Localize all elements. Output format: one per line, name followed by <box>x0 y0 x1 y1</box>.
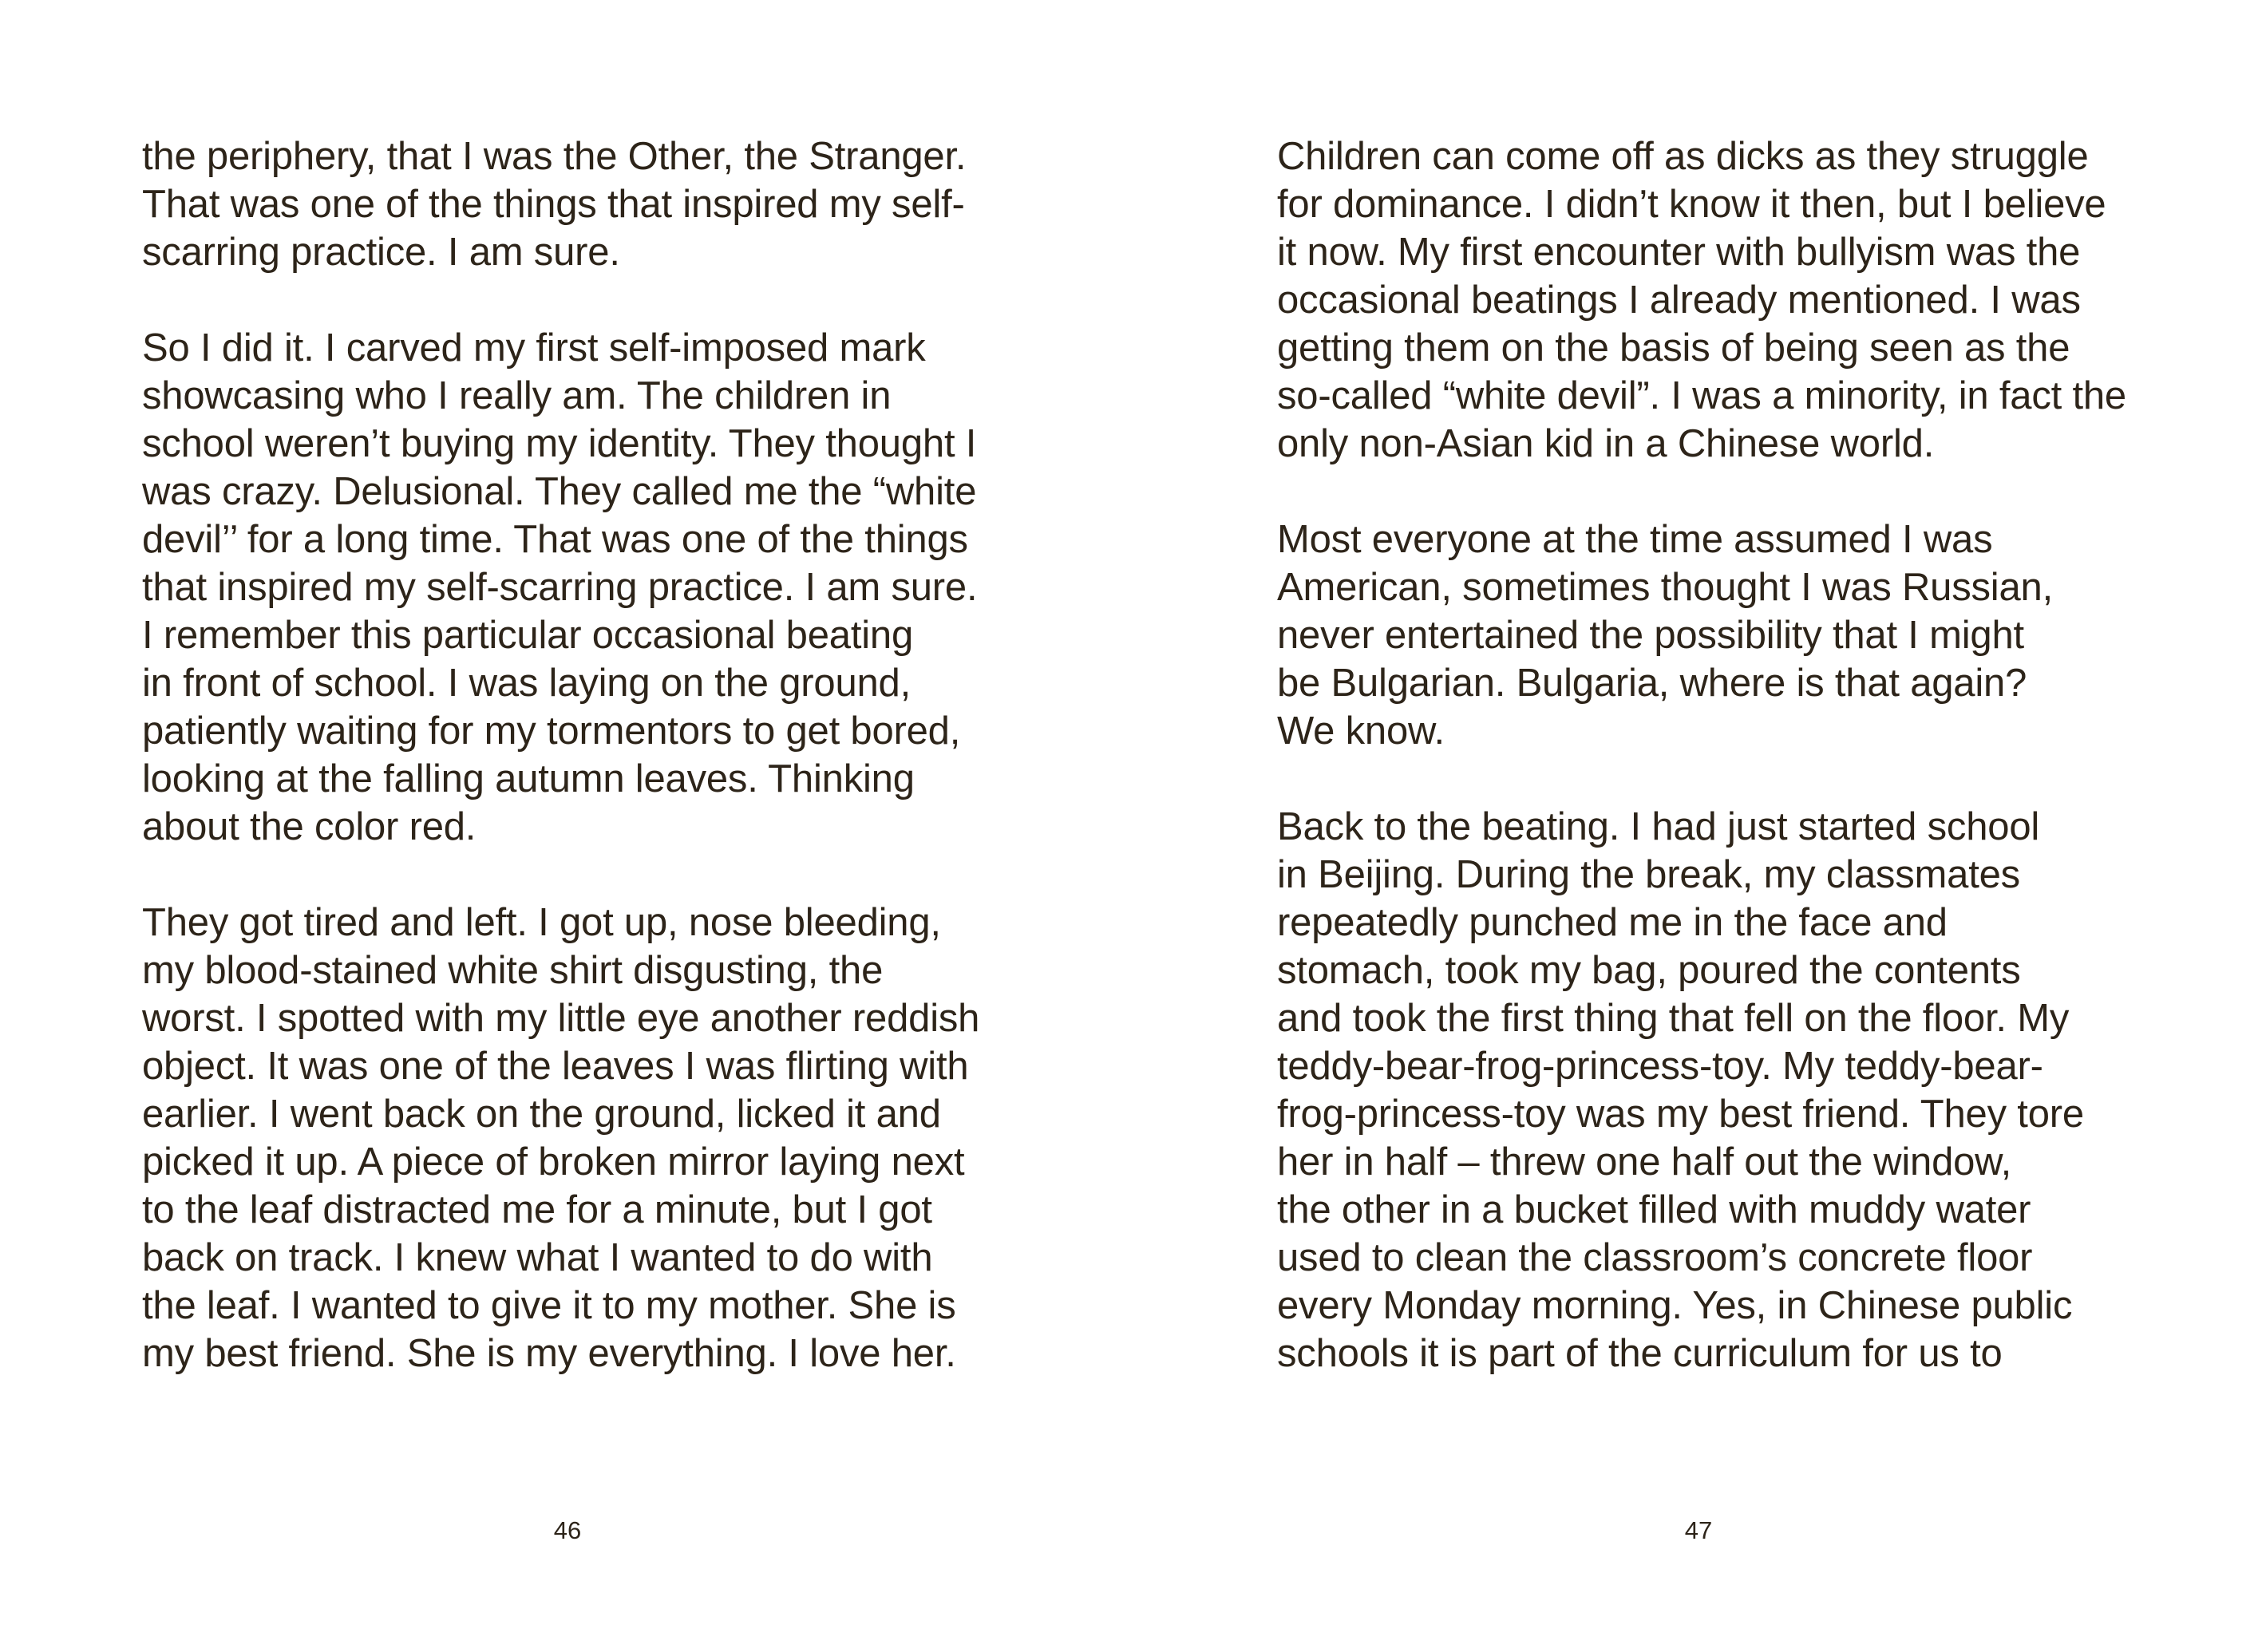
text-line: scarring practice. I am sure. <box>142 231 620 274</box>
text-line: the other in a bucket filled with muddy water <box>1277 1188 2031 1231</box>
text-line: I remember this particular occasional beating <box>142 614 914 657</box>
text-line: it now. My first encounter with bullyism was the <box>1277 231 2081 274</box>
text-line: getting them on the basis of being seen as the <box>1277 326 2070 370</box>
paragraph-gap <box>142 851 979 899</box>
text-line: for dominance. I didn’t know it then, but I believe <box>1277 183 2106 226</box>
text-line: object. It was one of the leaves I was flirting with <box>142 1045 969 1088</box>
text-line: her in half – threw one half out the window, <box>1277 1140 2012 1184</box>
paragraph <box>1277 516 2126 755</box>
text-line: patiently waiting for my tormentors to get bored, <box>142 709 961 753</box>
text-line: frog-princess-toy was my best friend. They tore <box>1277 1093 2084 1136</box>
text-line: my best friend. She is my everything. I love her. <box>142 1332 956 1375</box>
text-line: in Beijing. During the break, my classmates <box>1277 853 2020 896</box>
text-line: to the leaf distracted me for a minute, but I got <box>142 1188 932 1231</box>
page-number: 47 <box>1684 1516 1713 1544</box>
text-line: that inspired my self-scarring practice. I am sure. <box>142 566 978 609</box>
text-line: in front of school. I was laying on the ground, <box>142 662 912 705</box>
text-line: and took the first thing that fell on the floor. My <box>1277 997 2070 1040</box>
text-line: So I did it. I carved my first self-imposed mark <box>142 326 926 370</box>
text-line: showcasing who I really am. The children in <box>142 374 892 417</box>
text-line: school weren’t buying my identity. They thought I <box>142 422 977 465</box>
text-line: repeatedly punched me in the face and <box>1277 901 1948 944</box>
text-line: picked it up. A piece of broken mirror laying next <box>142 1140 965 1184</box>
paragraph <box>1277 132 2126 468</box>
text-line: looking at the falling autumn leaves. Thinking <box>142 757 915 800</box>
text-line: Children can come off as dicks as they struggle <box>1277 135 2089 178</box>
text-line: about the color red. <box>142 805 477 848</box>
text-line: only non-Asian kid in a Chinese world. <box>1277 422 1935 465</box>
paragraph <box>142 899 979 1377</box>
text-line: my blood-stained white shirt disgusting, the <box>142 949 884 992</box>
text-line: That was one of the things that inspired my self- <box>142 183 965 226</box>
text-line: American, sometimes thought I was Russian, <box>1277 566 2054 609</box>
text-line: be Bulgarian. Bulgaria, where is that again? <box>1277 662 2027 705</box>
paragraph <box>1277 803 2126 1377</box>
text-line: Most everyone at the time assumed I was <box>1277 518 1993 561</box>
text-line: worst. I spotted with my little eye another reddish <box>142 997 980 1040</box>
text-line: never entertained the possibility that I might <box>1277 614 2024 657</box>
body-text <box>142 132 979 1377</box>
text-line: They got tired and left. I got up, nose bleeding, <box>142 901 941 944</box>
paragraph <box>142 324 979 851</box>
text-line: the periphery, that I was the Other, the Stranger. <box>142 135 967 178</box>
text-line: used to clean the classroom’s concrete floor <box>1277 1236 2033 1279</box>
text-line: devil’’ for a long time. That was one of the things <box>142 518 968 561</box>
text-line: occasional beatings I already mentioned. I was <box>1277 279 2081 322</box>
right-page <box>1131 0 2262 1652</box>
text-line: schools it is part of the curriculum for us to <box>1277 1332 2003 1375</box>
text-line: every Monday morning. Yes, in Chinese public <box>1277 1284 2073 1327</box>
text-line: was crazy. Delusional. They called me the “white <box>142 470 977 513</box>
body-text <box>1277 132 2126 1377</box>
paragraph <box>142 132 979 276</box>
paragraph-gap <box>1277 468 2126 516</box>
text-line: Back to the beating. I had just started school <box>1277 805 2040 848</box>
text-line: the leaf. I wanted to give it to my mother. She is <box>142 1284 956 1327</box>
paragraph-gap <box>142 276 979 324</box>
paragraph-gap <box>1277 755 2126 803</box>
page-number: 46 <box>553 1516 582 1544</box>
text-line: earlier. I went back on the ground, licked it and <box>142 1093 941 1136</box>
text-line: We know. <box>1277 709 1445 753</box>
text-line: stomach, took my bag, poured the contents <box>1277 949 2021 992</box>
text-line: so-called “white devil”. I was a minority, in fact the <box>1277 374 2126 417</box>
text-line: back on track. I knew what I wanted to do with <box>142 1236 933 1279</box>
text-line: teddy-bear-frog-princess-toy. My teddy-bear- <box>1277 1045 2043 1088</box>
